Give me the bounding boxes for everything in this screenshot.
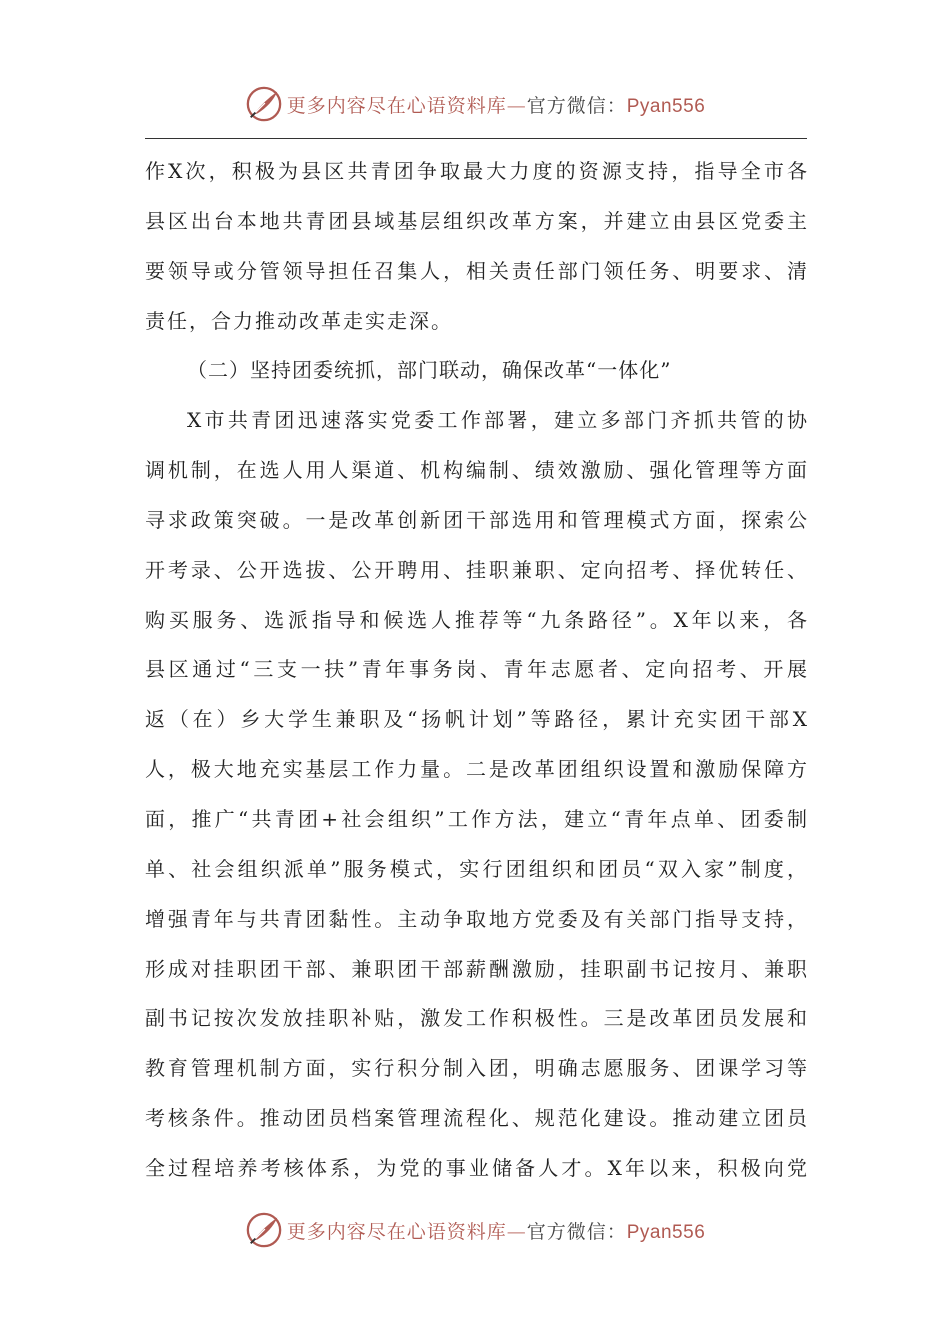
watermark-separator: — (506, 1220, 527, 1243)
header-watermark (0, 84, 950, 124)
body-line: 人，极大地充实基层工作力量。二是改革团组织设置和激励保障方 (145, 757, 807, 782)
body-line: 要领导或分管领导担任召集人，相关责任部门领任务、明要求、清 (145, 258, 807, 283)
body-line: 增强青年与共青团黏性。主动争取地方党委及有关部门指导支持， (145, 906, 807, 931)
body-line: 作X次，积极为县区共青团争取最大力度的资源支持，指导全市各 (145, 159, 807, 183)
watermark-main: 更多内容尽在心语资料库 (286, 1220, 507, 1243)
watermark-official: 官方微信： (526, 94, 627, 117)
watermark-main: 更多内容尽在心语资料库 (286, 94, 507, 117)
body-line: 形成对挂职团干部、兼职团干部薪酬激励，挂职副书记按月、兼职 (145, 956, 807, 981)
section-heading: （二）坚持团委统抓，部门联动，确保改革“一体化” (187, 358, 672, 383)
body-line: 副书记按次发放挂职补贴，激发工作积极性。三是改革团员发展和 (145, 1006, 807, 1031)
body-line: 单、社会组织派单”服务模式，实行团组织和团员“双入家”制度， (145, 856, 807, 881)
footer-watermark (0, 1210, 950, 1250)
watermark-text (287, 1217, 706, 1244)
body-line: 寻求政策突破。一是改革创新团干部选用和管理模式方面，探索公 (145, 507, 807, 532)
body-line: X市共青团迅速落实党委工作部署，建立多部门齐抓共管的协 (187, 408, 807, 433)
body-line: 面，推广“共青团+社会组织”工作方法，建立“青年点单、团委制 (145, 806, 807, 831)
body-line: 县区出台本地共青团县域基层组织改革方案，并建立由县区党委主 (145, 208, 807, 233)
body-line: 开考录、公开选拔、公开聘用、挂职兼职、定向招考、择优转任、 (145, 557, 807, 582)
body-line: 返（在）乡大学生兼职及“扬帆计划”等路径，累计充实团干部X (145, 707, 807, 732)
body-line: 县区通过“三支一扶”青年事务岗、青年志愿者、定向招考、开展 (145, 657, 807, 682)
watermark-wechat-id: Pyan556 (626, 95, 706, 117)
body-line: 责任，合力推动改革走实走深。 (145, 308, 453, 333)
body-line: 教育管理机制方面，实行积分制入团，明确志愿服务、团课学习等 (145, 1056, 807, 1081)
body-line: 全过程培养考核体系，为党的事业储备人才。X年以来，积极向党 (145, 1155, 807, 1180)
body-line: 考核条件。推动团员档案管理流程化、规范化建设。推动建立团员 (145, 1106, 807, 1131)
body-line: 购买服务、选派指导和候选人推荐等“九条路径”。X年以来，各 (145, 607, 807, 632)
watermark-official: 官方微信： (526, 1220, 627, 1243)
header-divider (145, 138, 807, 139)
watermark-wechat-id: Pyan556 (626, 1221, 706, 1243)
watermark-text (287, 91, 706, 118)
quill-logo-icon (245, 1211, 283, 1249)
document-body (145, 147, 807, 1194)
quill-logo-icon (245, 85, 283, 123)
watermark-separator: — (506, 94, 527, 117)
body-line: 调机制，在选人用人渠道、机构编制、绩效激励、强化管理等方面 (145, 458, 807, 483)
